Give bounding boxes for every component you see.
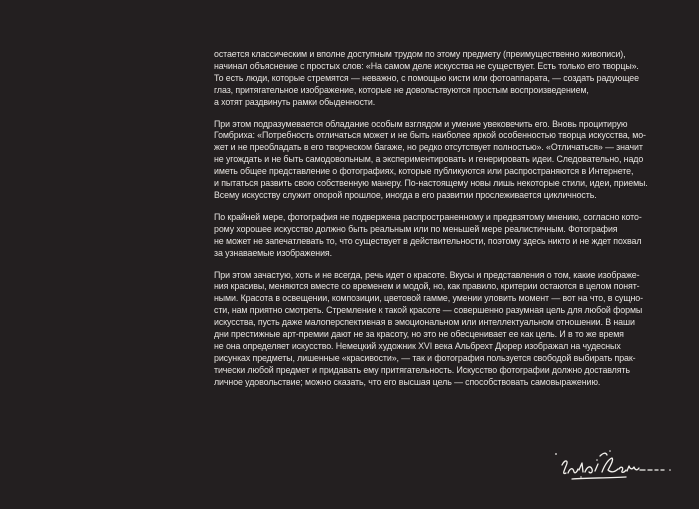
text-line: искусства, пусть даже малоперспективная в эмоциональном или интеллектуальном отношении. В наши [214, 317, 635, 328]
text-line: не угождать и не быть самодовольным, а экспериментировать и генерировать идеи. Следовательно, надо [214, 154, 644, 165]
text-line: не она определяет искусство. Немецкий художник XVI века Альбрехт Дюрер изображал на чудесных [214, 340, 621, 351]
text-line: Всему искусству служит опорой прошлое, иногда в его развитии прослеживается цикличность. [214, 189, 597, 200]
text-line: остается классическим и вполне доступным трудом по этому предмету (преимущественно живописи), [214, 49, 626, 59]
text-line: начинал объяснение с простых слов: «На самом деле искусства не существует. Есть только его творцы». [214, 60, 639, 71]
text-line: не может не запечатлевать то, что существует в действительности, поэтому здесь никто и не ждет похвал [214, 235, 642, 246]
text-line: а хотят раздвинуть рамки обыденности. [214, 96, 376, 107]
text-line: При этом зачастую, хоть и не всегда, речь идет о красоте. Вкусы и представления о том, какие изображе- [214, 269, 640, 280]
text-line: иметь общее представление о фотографиях, которые публикуются или распространяются в Интернете, [214, 166, 634, 177]
text-line: ния красивы, меняются вместе со временем и модой, но, как правило, критерии остаются в целом понят- [214, 281, 640, 292]
paragraph-4 [214, 270, 661, 389]
text-column [214, 49, 661, 399]
text-line: за узнаваемые изображения. [214, 247, 332, 258]
text-line: Гомбриха: «Потребность отличаться может и не быть наиболее яркой особенностью творца искусства, мо- [214, 130, 646, 141]
text-line: По крайней мере, фотография не подвержена распространенному и предвзятому мнению, согласно кото- [214, 211, 642, 222]
handwritten-signature [548, 446, 680, 486]
text-line: тически любой предмет и придавать ему притягательность. Искусство фотографии должно доставлять [214, 364, 630, 375]
text-line: и пытаться развить свою собственную манеру. По-настоящему новы лишь некоторые стили, идеи, приемы. [214, 178, 648, 189]
paragraph-1 [214, 49, 661, 109]
text-line: дни престижные арт-премии дают не за красоту, но это не обесценивает ее как цель. И в то же время [214, 329, 624, 340]
text-line: глаз, притягательное изображение, которые не довольствуются простым воспроизведением, [214, 84, 589, 95]
text-line: жет и не преобладать в его творческом багаже, но редко отсутствует полностью». «Отличаться» — значит [214, 142, 643, 153]
text-line: рисунках предметы, лишенные «красивости», — так и фотография пользуется свободой выбирать прак- [214, 352, 636, 363]
text-line: При этом подразумевается обладание особым взглядом и умение увековечить его. Вновь процитирую [214, 118, 628, 129]
text-line: рому хорошее искусство должно быть реальным или по меньшей мере реалистичным. Фотография [214, 223, 618, 234]
text-line: сти, нам приятно смотреть. Стремление к такой красоте — совершенно разумная цель для любой формы [214, 305, 643, 316]
text-line: личное удовольствие; можно сказать, что его высшая цель — способствовать самовыражению. [214, 376, 601, 387]
text-line: То есть люди, которые стремятся — неважно, с помощью кисти или фотоаппарата, — создать радующее [214, 72, 639, 83]
paragraph-2 [214, 119, 661, 202]
text-line: ными. Красота в освещении, композиции, цветовой гамме, умении уловить момент — вот на что, в сущно- [214, 293, 643, 304]
paragraph-3 [214, 212, 661, 260]
